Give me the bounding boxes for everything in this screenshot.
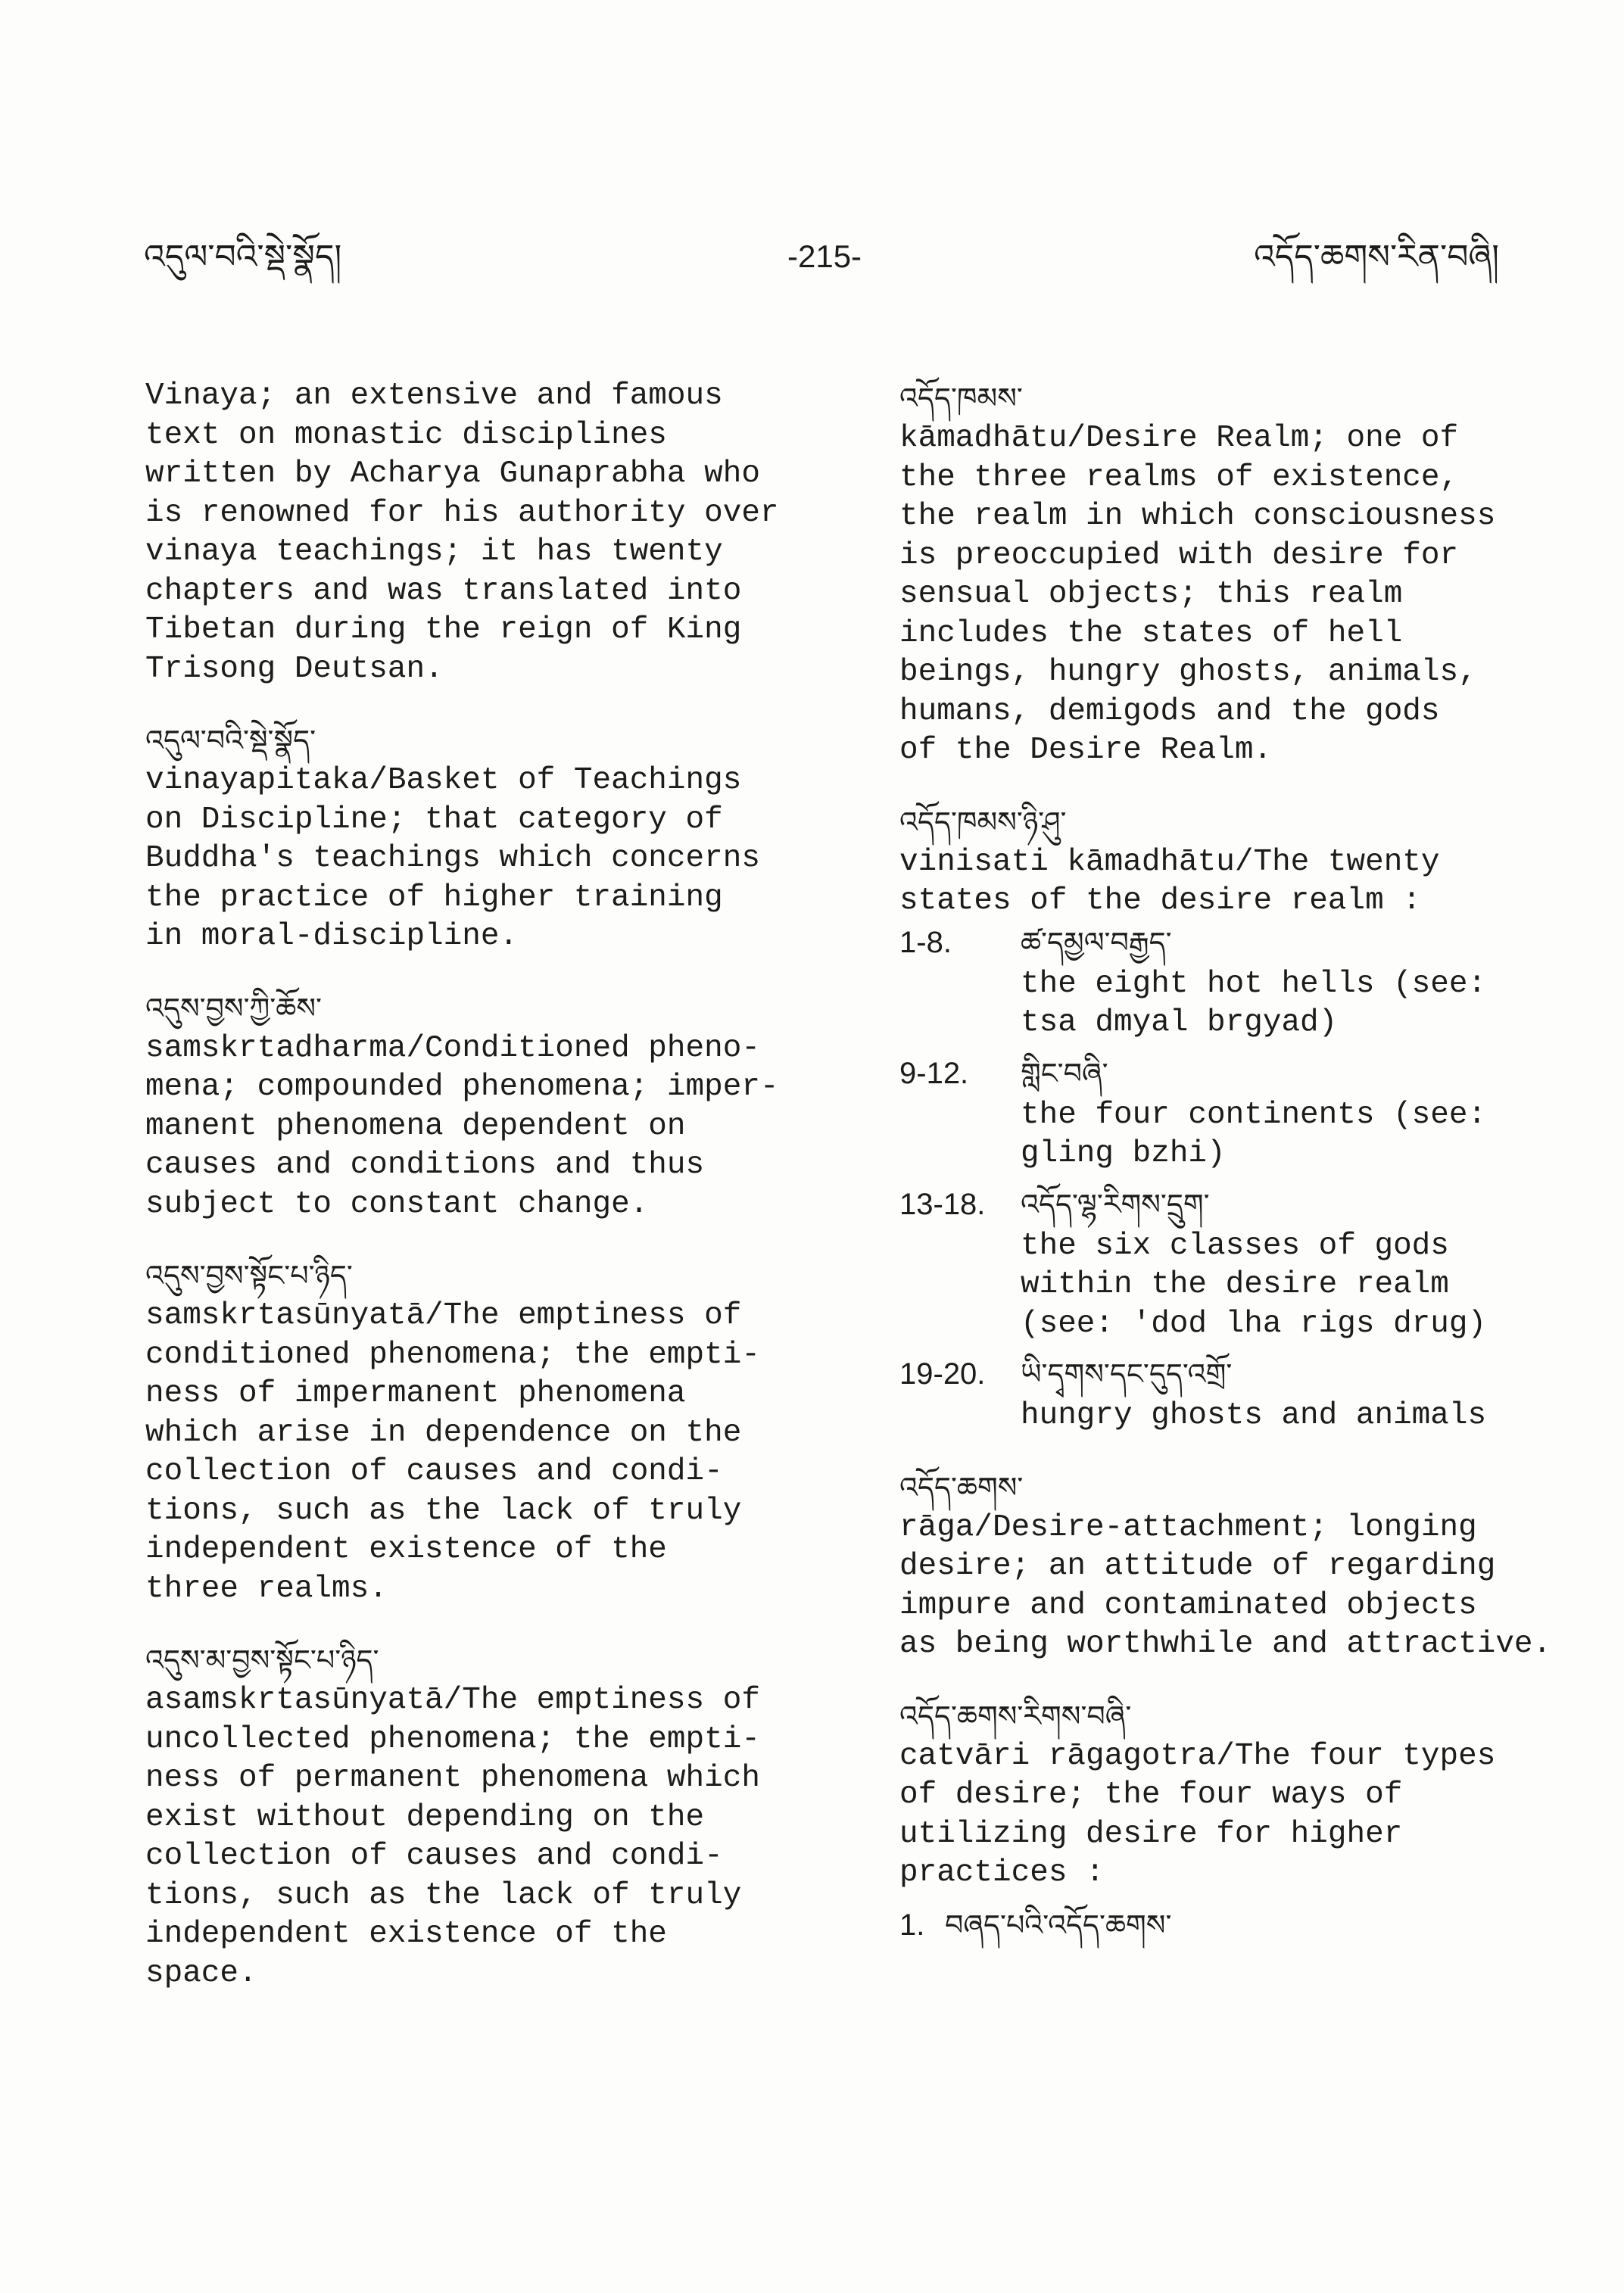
entry-definition: samskrtadharma/Conditioned pheno- mena; compounded phenomena; imper- manent phenomena dependent on causes and conditions and thus subject to constant change.	[145, 1030, 779, 1222]
entry-four-types-desire	[899, 1695, 1581, 1946]
list-item	[899, 1183, 1581, 1344]
list-item-text: the six classes of gods within the desire realm (see: 'dod lha rigs drug)	[1021, 1228, 1487, 1341]
entry-headword-tibetan: འདུལ་བའི་སྡེ་སྣོད་	[145, 724, 316, 757]
entry-definition: Vinaya; an extensive and famous text on monastic disciplines written by Acharya Gunaprabha who is renowned for his authority over vinaya teachings; it has twenty chapters and was translated into Tibetan during the reign of King Trisong Deutsan.	[145, 379, 779, 687]
running-header-right: འདོད་ཆགས་རིན་བཞི།	[1254, 238, 1499, 276]
entry-definition: rāga/Desire-attachment; longing desire; an attitude of regarding impure and contaminated objects as being worthwhile and attractive.	[899, 1509, 1552, 1662]
list-item-text: hungry ghosts and animals	[1021, 1398, 1487, 1433]
entry-headword-tibetan: འདོད་ཆགས་	[899, 1470, 1024, 1504]
entry-headword-tibetan: འདོད་ཁམས་ཉི་ཤུ་	[899, 805, 1067, 839]
list-item	[899, 1353, 1581, 1436]
list-item-text: the four continents (see: gling bzhi)	[1021, 1097, 1487, 1171]
entry-asamskrtasunyata	[145, 1639, 827, 1993]
entry-definition: kāmadhātu/Desire Realm; one of the three realms of existence, the realm in which consciousness is preoccupied with desire for sensual objects; this realm includes the states of hell beings, hungry ghosts, animals, humans, demigods and the gods of the Desire Realm.	[899, 421, 1496, 768]
entry-raga	[899, 1466, 1581, 1665]
list-item-number: 1-8.	[899, 925, 952, 959]
entry-twenty-states	[899, 801, 1581, 1436]
list-item-number: 1.	[899, 1908, 925, 1942]
list-item-text: the eight hot hells (see: tsa dmyal brgyad)	[1021, 966, 1487, 1040]
left-column	[145, 377, 827, 2024]
entry-headword-tibetan: འདུས་མ་བྱས་སྟོང་པ་ཉིད་	[145, 1643, 379, 1677]
entry-kamadhatu	[899, 377, 1581, 771]
right-column	[899, 377, 1581, 1977]
entry-headword-tibetan: འདོད་ཆགས་རིགས་བཞི་	[899, 1699, 1132, 1733]
page-number: -215-	[787, 238, 862, 274]
running-header-left: འདུལ་བའི་སྡེ་སྣོད།	[144, 238, 342, 276]
entry-definition: samskrtasūnyatā/The emptiness of conditioned phenomena; the empti- ness of impermanent phenomena which arise in dependence on the collection of causes and condi- tions, such as the lack of truly independent existence of the three realms.	[145, 1298, 760, 1606]
list-item-tibetan: འདོད་ལྷ་རིགས་དྲུག་	[1021, 1187, 1210, 1221]
entry-samskrtasunyata	[145, 1254, 827, 1609]
entry-samskrtadharma	[145, 987, 827, 1225]
list-item-tibetan: ཚ་དམྱལ་བརྒྱད་	[1021, 925, 1172, 959]
entry-vinaya-continued	[145, 377, 827, 689]
entry-headword-tibetan: འདུས་བྱས་སྟོང་པ་ཉིད་	[145, 1259, 353, 1292]
list-item	[899, 921, 1581, 1043]
entry-headword-tibetan: འདུས་བྱས་ཀྱི་ཆོས་	[145, 991, 322, 1025]
entry-definition: vinayapitaka/Basket of Teachings on Discipline; that category of Buddha's teachings which concerns the practice of higher training in moral-discipline.	[145, 763, 760, 954]
entry-definition: vinisati kāmadhātu/The twenty states of the desire realm :	[899, 844, 1440, 918]
list-item-tibetan: ཡི་དྭགས་དང་དུད་འགྲོ་	[1021, 1357, 1233, 1391]
entry-headword-tibetan: འདོད་ཁམས་	[899, 382, 1023, 415]
list-item-tibetan: གླིང་བཞི་	[1021, 1056, 1108, 1090]
list-item	[899, 1904, 1581, 1946]
list-item-number: 9-12.	[899, 1056, 969, 1090]
list-item-number: 19-20.	[899, 1357, 986, 1391]
list-item-tibetan: བཞད་པའི་འདོད་ཆགས་	[945, 1908, 1172, 1942]
entry-definition: catvāri rāgagotra/The four types of desire; the four ways of utilizing desire for higher practices :	[899, 1738, 1496, 1890]
entry-vinayapitaka	[145, 719, 827, 957]
entry-definition: asamskrtasūnyatā/The emptiness of uncollected phenomena; the empti- ness of permanent phenomena which exist without depending on the collection of causes and condi- tions, such as the lack of truly independent existence of the space.	[145, 1683, 760, 1991]
list-item	[899, 1052, 1581, 1174]
list-item-number: 13-18.	[899, 1187, 986, 1221]
